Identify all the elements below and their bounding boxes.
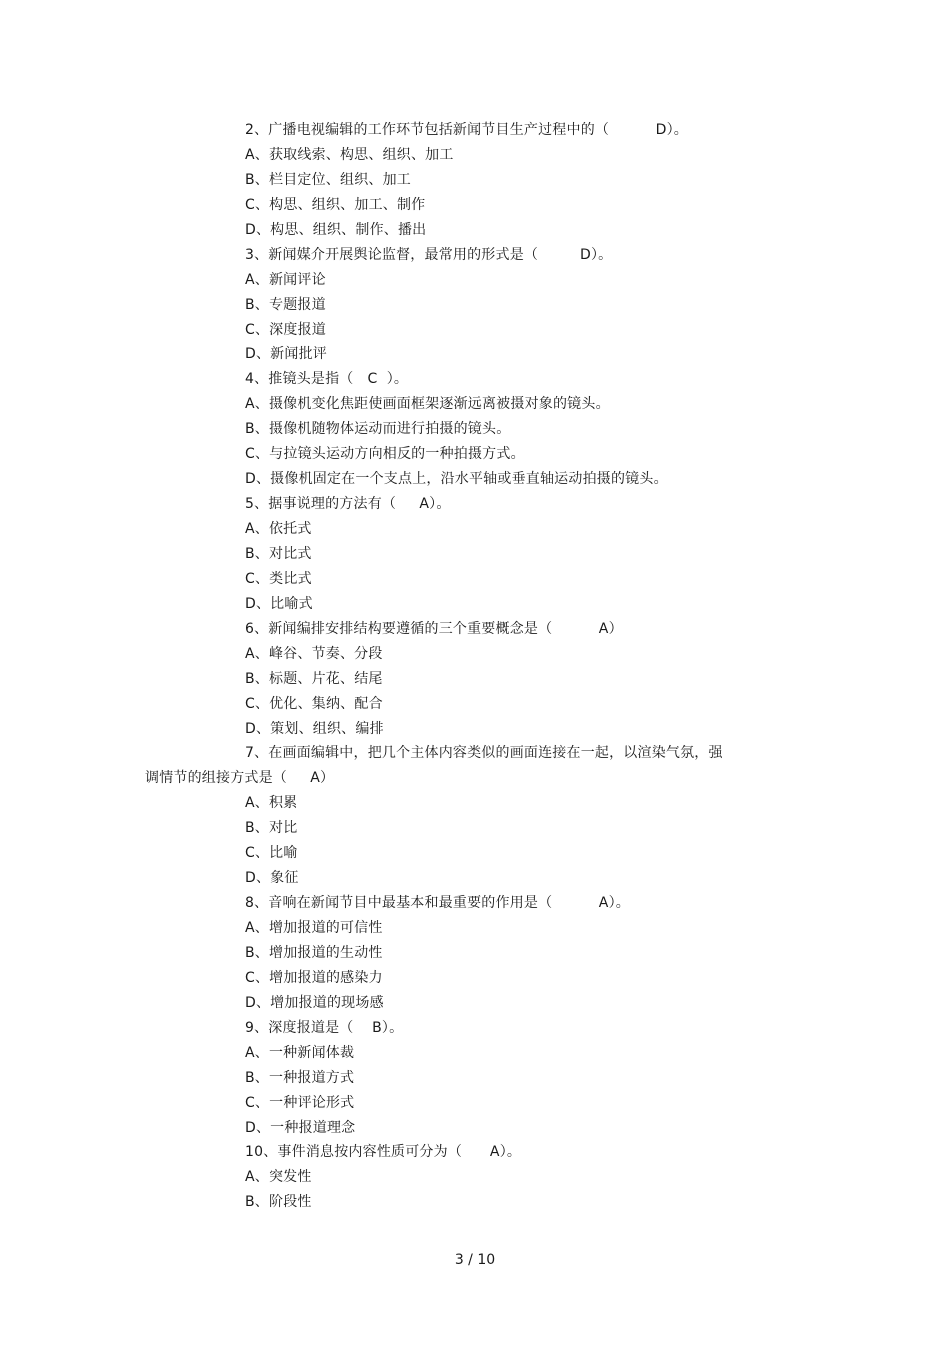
- option-b: B、对比: [245, 820, 298, 837]
- option-d: D、摄像机固定在一个支点上，沿水平轴或垂直轴运动拍摄的镜头。: [245, 471, 668, 488]
- option-a: A、依托式: [245, 521, 312, 537]
- option-c: C、优化、集纳、配合: [245, 695, 383, 712]
- question-stem: 10、事件消息按内容性质可分为（ A）。: [245, 1144, 522, 1161]
- option-d: D、一种报道理念: [245, 1119, 356, 1136]
- option-d: D、增加报道的现场感: [245, 994, 384, 1011]
- question-list: [0, 118, 950, 1215]
- question-stem: 6、新闻编排安排结构要遵循的三个重要概念是（ A）: [245, 620, 623, 637]
- option-d: D、新闻批评: [245, 346, 327, 363]
- question-stem-line-2: 调情节的组接方式是（ A）: [145, 770, 335, 787]
- option-c: C、增加报道的感染力: [245, 969, 383, 986]
- option-b: B、标题、片花、结尾: [245, 670, 383, 687]
- option-a: A、一种新闻体裁: [245, 1044, 355, 1061]
- option-a: A、突发性: [245, 1169, 312, 1186]
- option-c: C、深度报道: [245, 321, 326, 338]
- option-d: D、构思、组织、制作、播出: [245, 221, 427, 238]
- option-a: A、峰谷、节奏、分段: [245, 645, 383, 662]
- question-stem: 2、广播电视编辑的工作环节包括新闻节目生产过程中的（ D）。: [245, 122, 688, 138]
- option-b: B、增加报道的生动性: [245, 944, 383, 961]
- question-stem-line-1: 7、在画面编辑中，把几个主体内容类似的画面连接在一起，以渲染气氛，强: [245, 745, 723, 762]
- question-stem: 9、深度报道是（ B）。: [245, 1019, 404, 1036]
- option-a: A、积累: [245, 795, 298, 812]
- option-c: C、构思、组织、加工、制作: [245, 196, 426, 213]
- option-b: B、专题报道: [245, 296, 326, 313]
- option-a: A、新闻评论: [245, 271, 326, 288]
- option-c: C、比喻: [245, 845, 298, 862]
- option-a: A、获取线索、构思、组织、加工: [245, 146, 454, 163]
- option-b: B、一种报道方式: [245, 1069, 355, 1086]
- question-stem: 8、音响在新闻节目中最基本和最重要的作用是（ A）。: [245, 895, 630, 912]
- option-c: C、与拉镜头运动方向相反的一种拍摄方式。: [245, 446, 525, 463]
- option-a: A、摄像机变化焦距使画面框架逐渐远离被摄对象的镜头。: [245, 396, 610, 413]
- option-b: B、阶段性: [245, 1194, 312, 1211]
- option-b: B、栏目定位、组织、加工: [245, 171, 412, 188]
- question-stem: 3、新闻媒介开展舆论监督，最常用的形式是（ D）。: [245, 246, 613, 263]
- option-b: B、摄像机随物体运动而进行拍摄的镜头。: [245, 421, 511, 438]
- option-c: C、类比式: [245, 570, 312, 587]
- option-d: D、象征: [245, 870, 299, 887]
- option-a: A、增加报道的可信性: [245, 920, 383, 936]
- option-d: D、策划、组织、编排: [245, 720, 384, 737]
- option-b: B、对比式: [245, 545, 312, 562]
- question-stem: 4、推镜头是指（ C ）。: [245, 371, 409, 388]
- page-number: 3 / 10: [454, 1252, 496, 1268]
- question-stem: 5、据事说理的方法有（ A）。: [245, 496, 451, 513]
- option-c: C、一种评论形式: [245, 1094, 355, 1111]
- option-d: D、比喻式: [245, 595, 313, 612]
